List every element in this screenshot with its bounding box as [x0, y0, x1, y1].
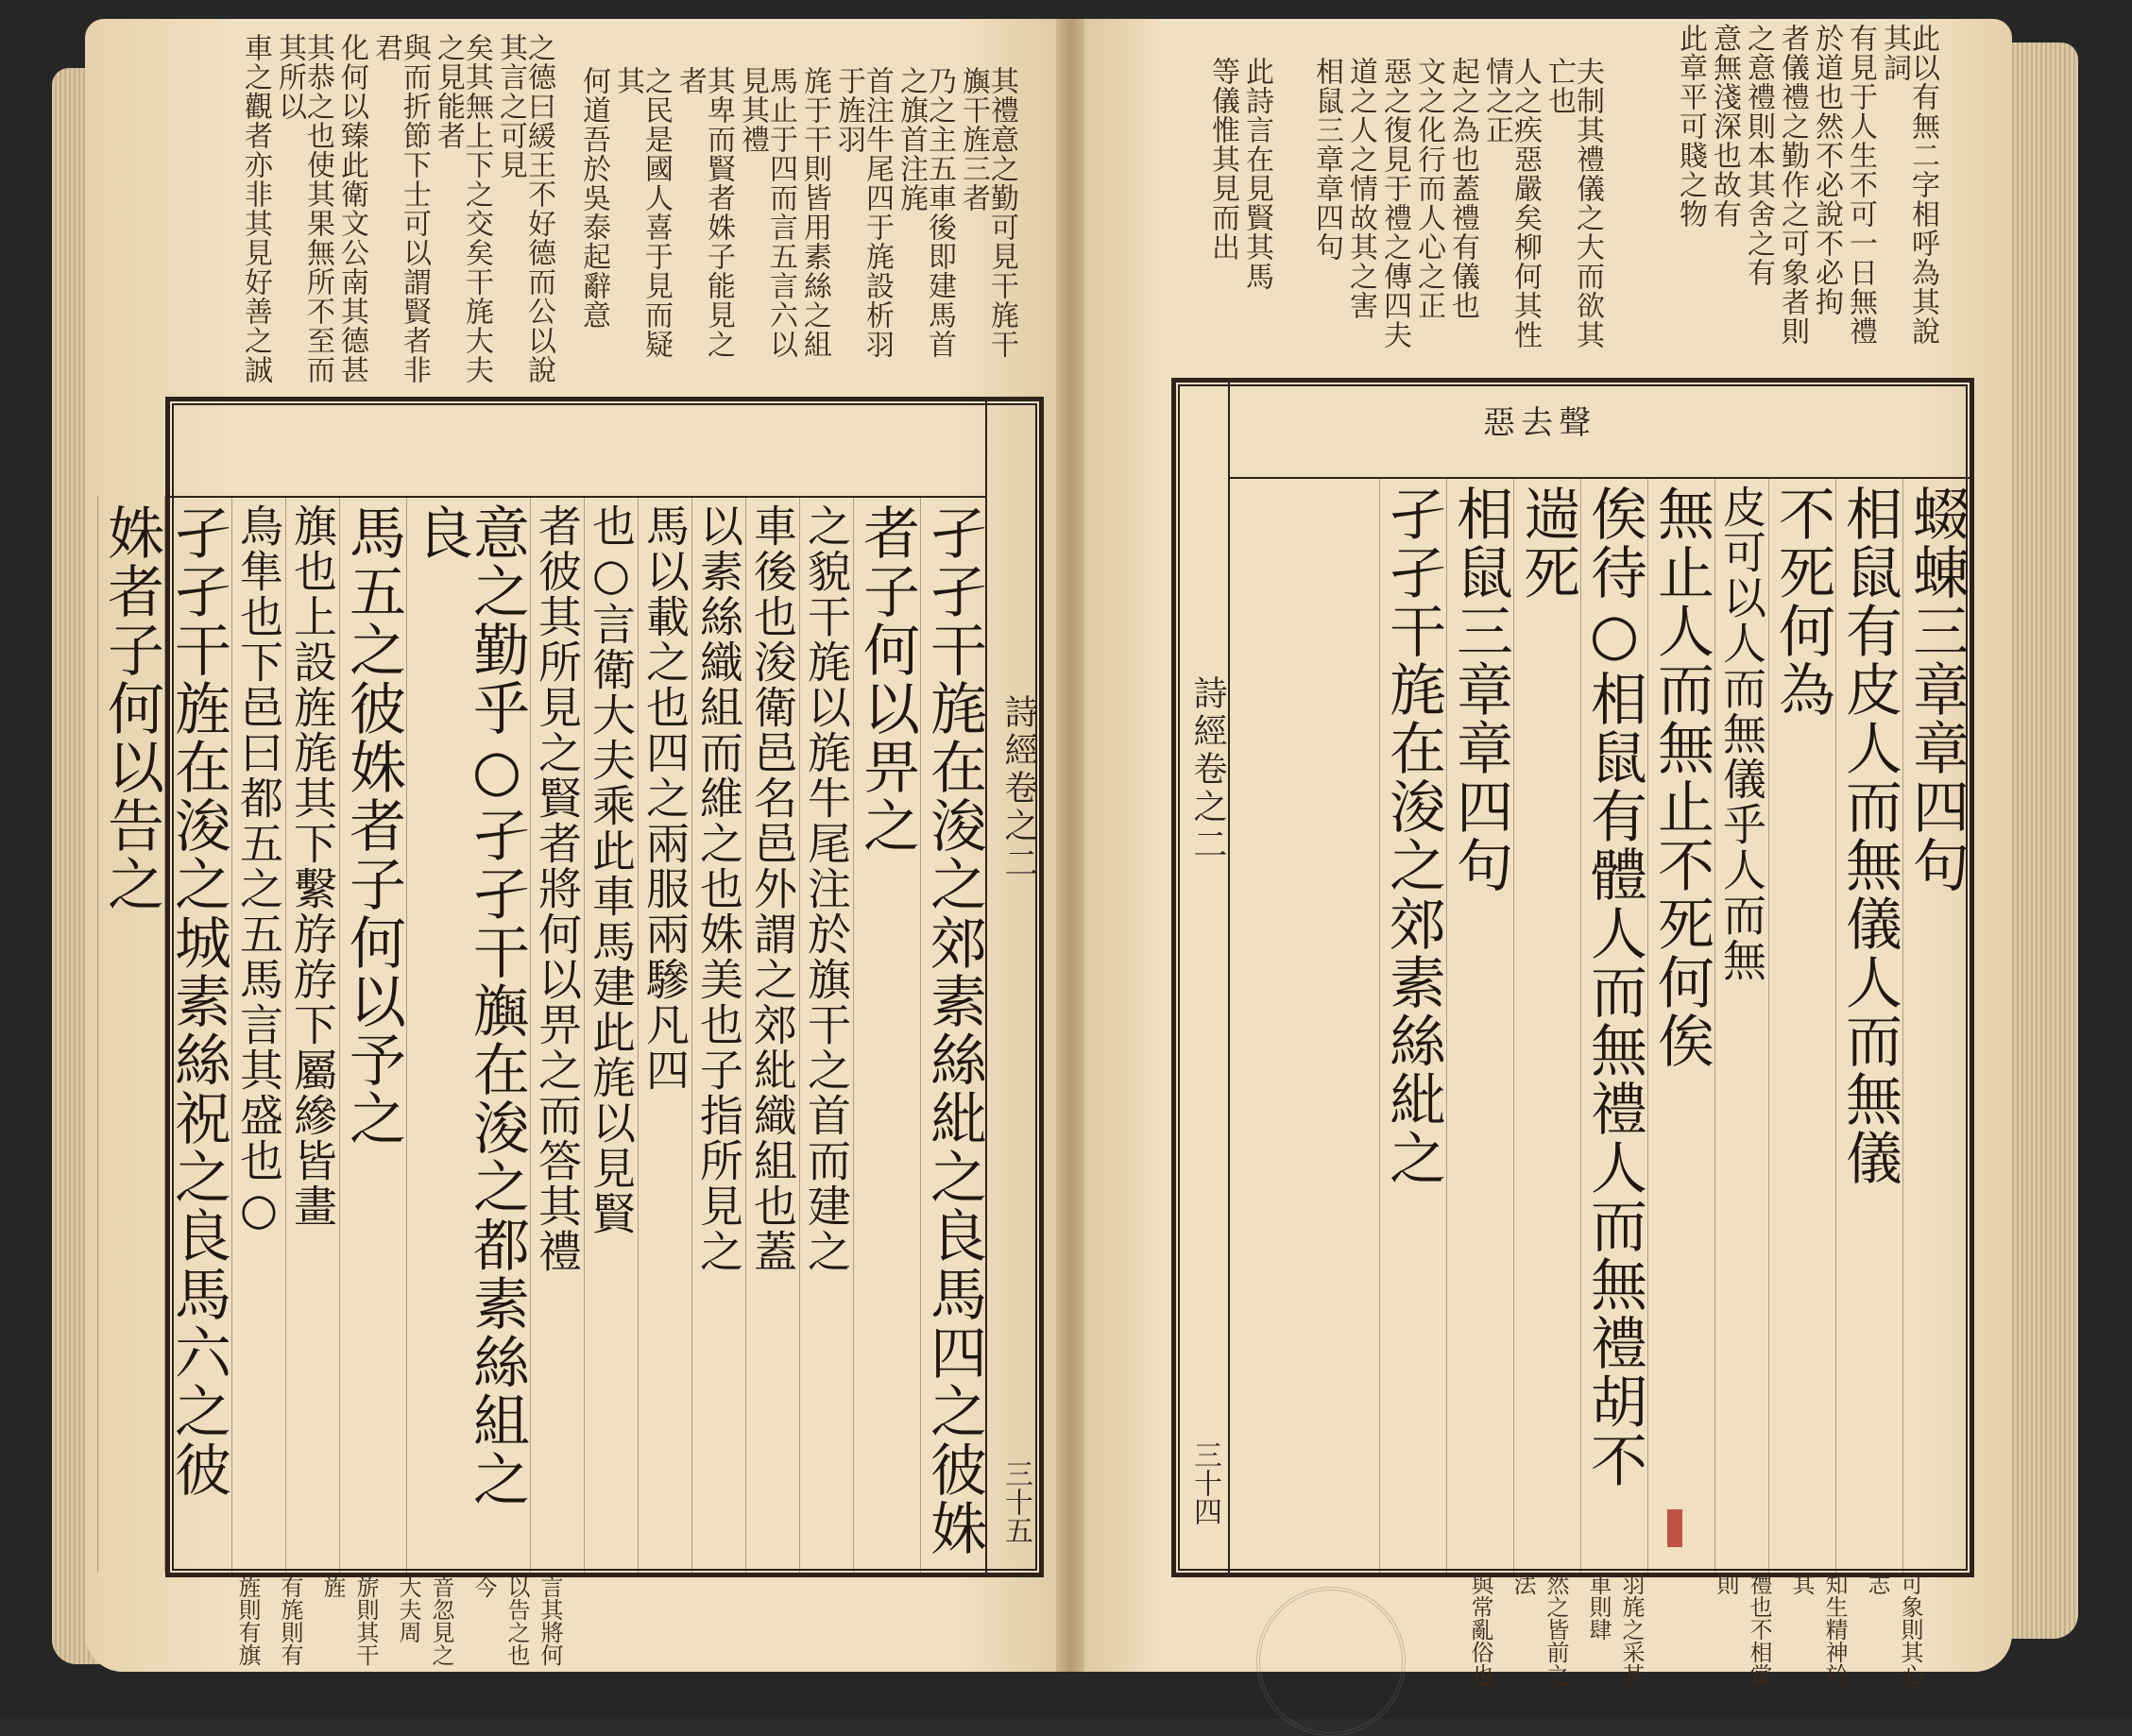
header-label: 惡去聲 — [1483, 404, 1596, 442]
note-column: 文之化行而人心之正 — [1412, 57, 1445, 320]
note-column: 相鼠三章章四句 — [1310, 57, 1343, 262]
note-column: 此詩言在見賢其馬 — [1240, 57, 1273, 291]
note-column: 有旄則有 — [277, 1575, 303, 1666]
text-column: 相鼠三章章四句 — [1446, 477, 1513, 1573]
note-column: 其恭之也使其果無所不至而其所以 — [273, 33, 334, 384]
left-margin-strip — [985, 401, 1039, 1573]
note-column: 之意禮則本其舍之有 — [1742, 24, 1775, 287]
note-column: 於道也然不必說不必拘 — [1810, 24, 1843, 316]
note-column: 然之皆前之法 — [1509, 1573, 1569, 1686]
margin-title: 詩經卷之二 — [1188, 675, 1227, 864]
text-column: 蝃蝀三章章四句 — [1902, 477, 1970, 1573]
text-column: 皮可以人而無儀乎人而無 — [1714, 477, 1768, 1573]
left-top-notes — [239, 33, 555, 392]
note-column: 等儀惟其見而出 — [1206, 57, 1239, 262]
page-number: 三十五 — [999, 1459, 1032, 1544]
note-column: 知生精神於其 — [1788, 1573, 1848, 1686]
text-column: 孑孑干旄在浚之郊素絲紕之良馬四之彼姝 — [920, 496, 987, 1573]
note-column: 首注牛尾四于旄設析羽于旌羽 — [832, 66, 894, 359]
text-column: 也○言衛大夫乘此車馬建此旄以見賢 — [584, 496, 638, 1573]
note-column: 夫制其禮儀之大而欲其亡也 — [1543, 57, 1604, 349]
text-column: 姝者子何以告之 — [97, 496, 164, 1573]
text-column: 車後也浚衛邑名邑外謂之郊紕織組也蓋 — [745, 496, 799, 1573]
text-column: 旗也上設旌旄其下繫斿斿下屬縿皆畫 — [285, 496, 339, 1573]
note-column: 人之疾惡嚴矣柳何其性情之正 — [1480, 57, 1542, 349]
red-seal-mark — [1667, 1509, 1682, 1547]
note-column: 音忽見之大夫周 — [395, 1575, 454, 1666]
right-printed-block — [1171, 378, 1974, 1577]
text-column: 遄死 — [1513, 477, 1580, 1573]
left-top-notes-middle — [577, 66, 1018, 378]
note-column: 意無淺深也故有 — [1708, 24, 1741, 229]
note-column: 其禮意之勤可見干旄干旟干旌三者 — [957, 66, 1018, 359]
note-column: 可象則其心志 — [1864, 1573, 1923, 1686]
left-header-band — [170, 401, 987, 498]
note-column: 言其將何以告之也今 — [470, 1575, 563, 1666]
text-column: 之貌干旄以旄牛尾注於旗干之首而建之 — [799, 496, 853, 1573]
note-column: 旂則其干旌 — [319, 1575, 379, 1666]
right-bottom-notes-left — [1412, 1573, 1648, 1686]
note-column: 此章平可賤之物 — [1674, 24, 1707, 229]
text-column: 以素絲織組而維之也姝美也子指所見之 — [691, 496, 745, 1573]
text-column: 者子何以畀之 — [853, 496, 920, 1573]
note-column: 有見于人生不可一日無禮 — [1844, 24, 1877, 346]
note-column: 起之為也蓋禮有儀也 — [1446, 57, 1479, 320]
library-stamp — [1256, 1587, 1406, 1736]
note-column: 惡之復見于禮之傳四夫 — [1378, 57, 1411, 349]
note-column: 車之觀者亦非其見好善之誠 — [239, 33, 272, 384]
text-column: 無止人而無止不死何俟 — [1647, 477, 1714, 1573]
text-column: 俟待○相鼠有體人而無禮人而無禮胡不 — [1580, 477, 1647, 1573]
note-column: 之德曰緩王不好德而公以說其言之可見 — [494, 33, 555, 384]
right-bottom-notes — [1691, 1573, 1927, 1686]
right-top-notes-middle — [1310, 57, 1604, 368]
text-column: 者彼其所見之賢者將何以畀之而答其禮 — [530, 496, 584, 1573]
note-column: 與常亂俗也 — [1467, 1573, 1493, 1686]
right-top-notes-far — [1176, 57, 1271, 368]
text-column: 馬以載之也四之兩服兩驂凡四 — [638, 496, 691, 1573]
text-column: 鳥隼也下邑曰都五之五馬言其盛也○ — [231, 496, 285, 1573]
note-column: 者儀禮之勤作之可象者則 — [1776, 24, 1809, 346]
note-column: 何道吾於吳泰起辭意 — [577, 66, 610, 330]
right-header-band — [1228, 383, 1970, 479]
text-column: 不死何為 — [1768, 477, 1835, 1573]
note-column: 旄于干則皆用素絲之組 — [798, 66, 831, 359]
note-column: 化何以臻此衛文公南其德甚 — [335, 33, 368, 384]
note-column: 與而折節下士可以謂賢者非君 — [369, 33, 431, 384]
text-column: 孑孑干旄在浚之郊素絲紕之 — [1379, 477, 1446, 1573]
right-top-notes — [1596, 24, 1939, 364]
note-column: 乃之主五車後即建馬首之旗首注旄 — [895, 66, 956, 359]
left-main-text — [98, 496, 987, 1573]
note-column: 禮也不相當則 — [1713, 1573, 1772, 1686]
right-margin-strip — [1176, 383, 1230, 1573]
text-column: 馬五之彼姝者子何以予之 — [339, 496, 406, 1573]
right-main-text — [1228, 477, 1970, 1573]
note-column: 矣其無上下之交矣干旄大夫之見能者 — [432, 33, 493, 384]
text-column: 相鼠有皮人而無儀人而無儀 — [1835, 477, 1902, 1573]
note-column: 此以有無二字相呼為其說其詞 — [1878, 24, 1939, 346]
note-column: 旌則有旗 — [234, 1575, 261, 1666]
book-gutter — [1056, 19, 1084, 1672]
note-column: 其卑而賢者姝子能見之者 — [674, 66, 735, 359]
text-column: 孑孑干旌在浚之城素絲祝之良馬六之彼 — [164, 496, 231, 1573]
note-column: 羽旄之采其車則肆 — [1585, 1573, 1645, 1686]
note-column: 馬止于四而言五言六以見其禮 — [736, 66, 797, 359]
margin-title: 詩經卷之二 — [999, 694, 1038, 883]
note-column: 道之人之情故其之害 — [1344, 57, 1377, 320]
page-number: 三十四 — [1188, 1440, 1221, 1525]
text-column: 意之勤乎○孑孑干旟在浚之都素絲組之良 — [406, 496, 530, 1573]
note-column: 之民是國人喜于見而疑其 — [611, 66, 673, 359]
left-printed-block — [98, 397, 1044, 1577]
left-bottom-notes — [170, 1575, 567, 1679]
